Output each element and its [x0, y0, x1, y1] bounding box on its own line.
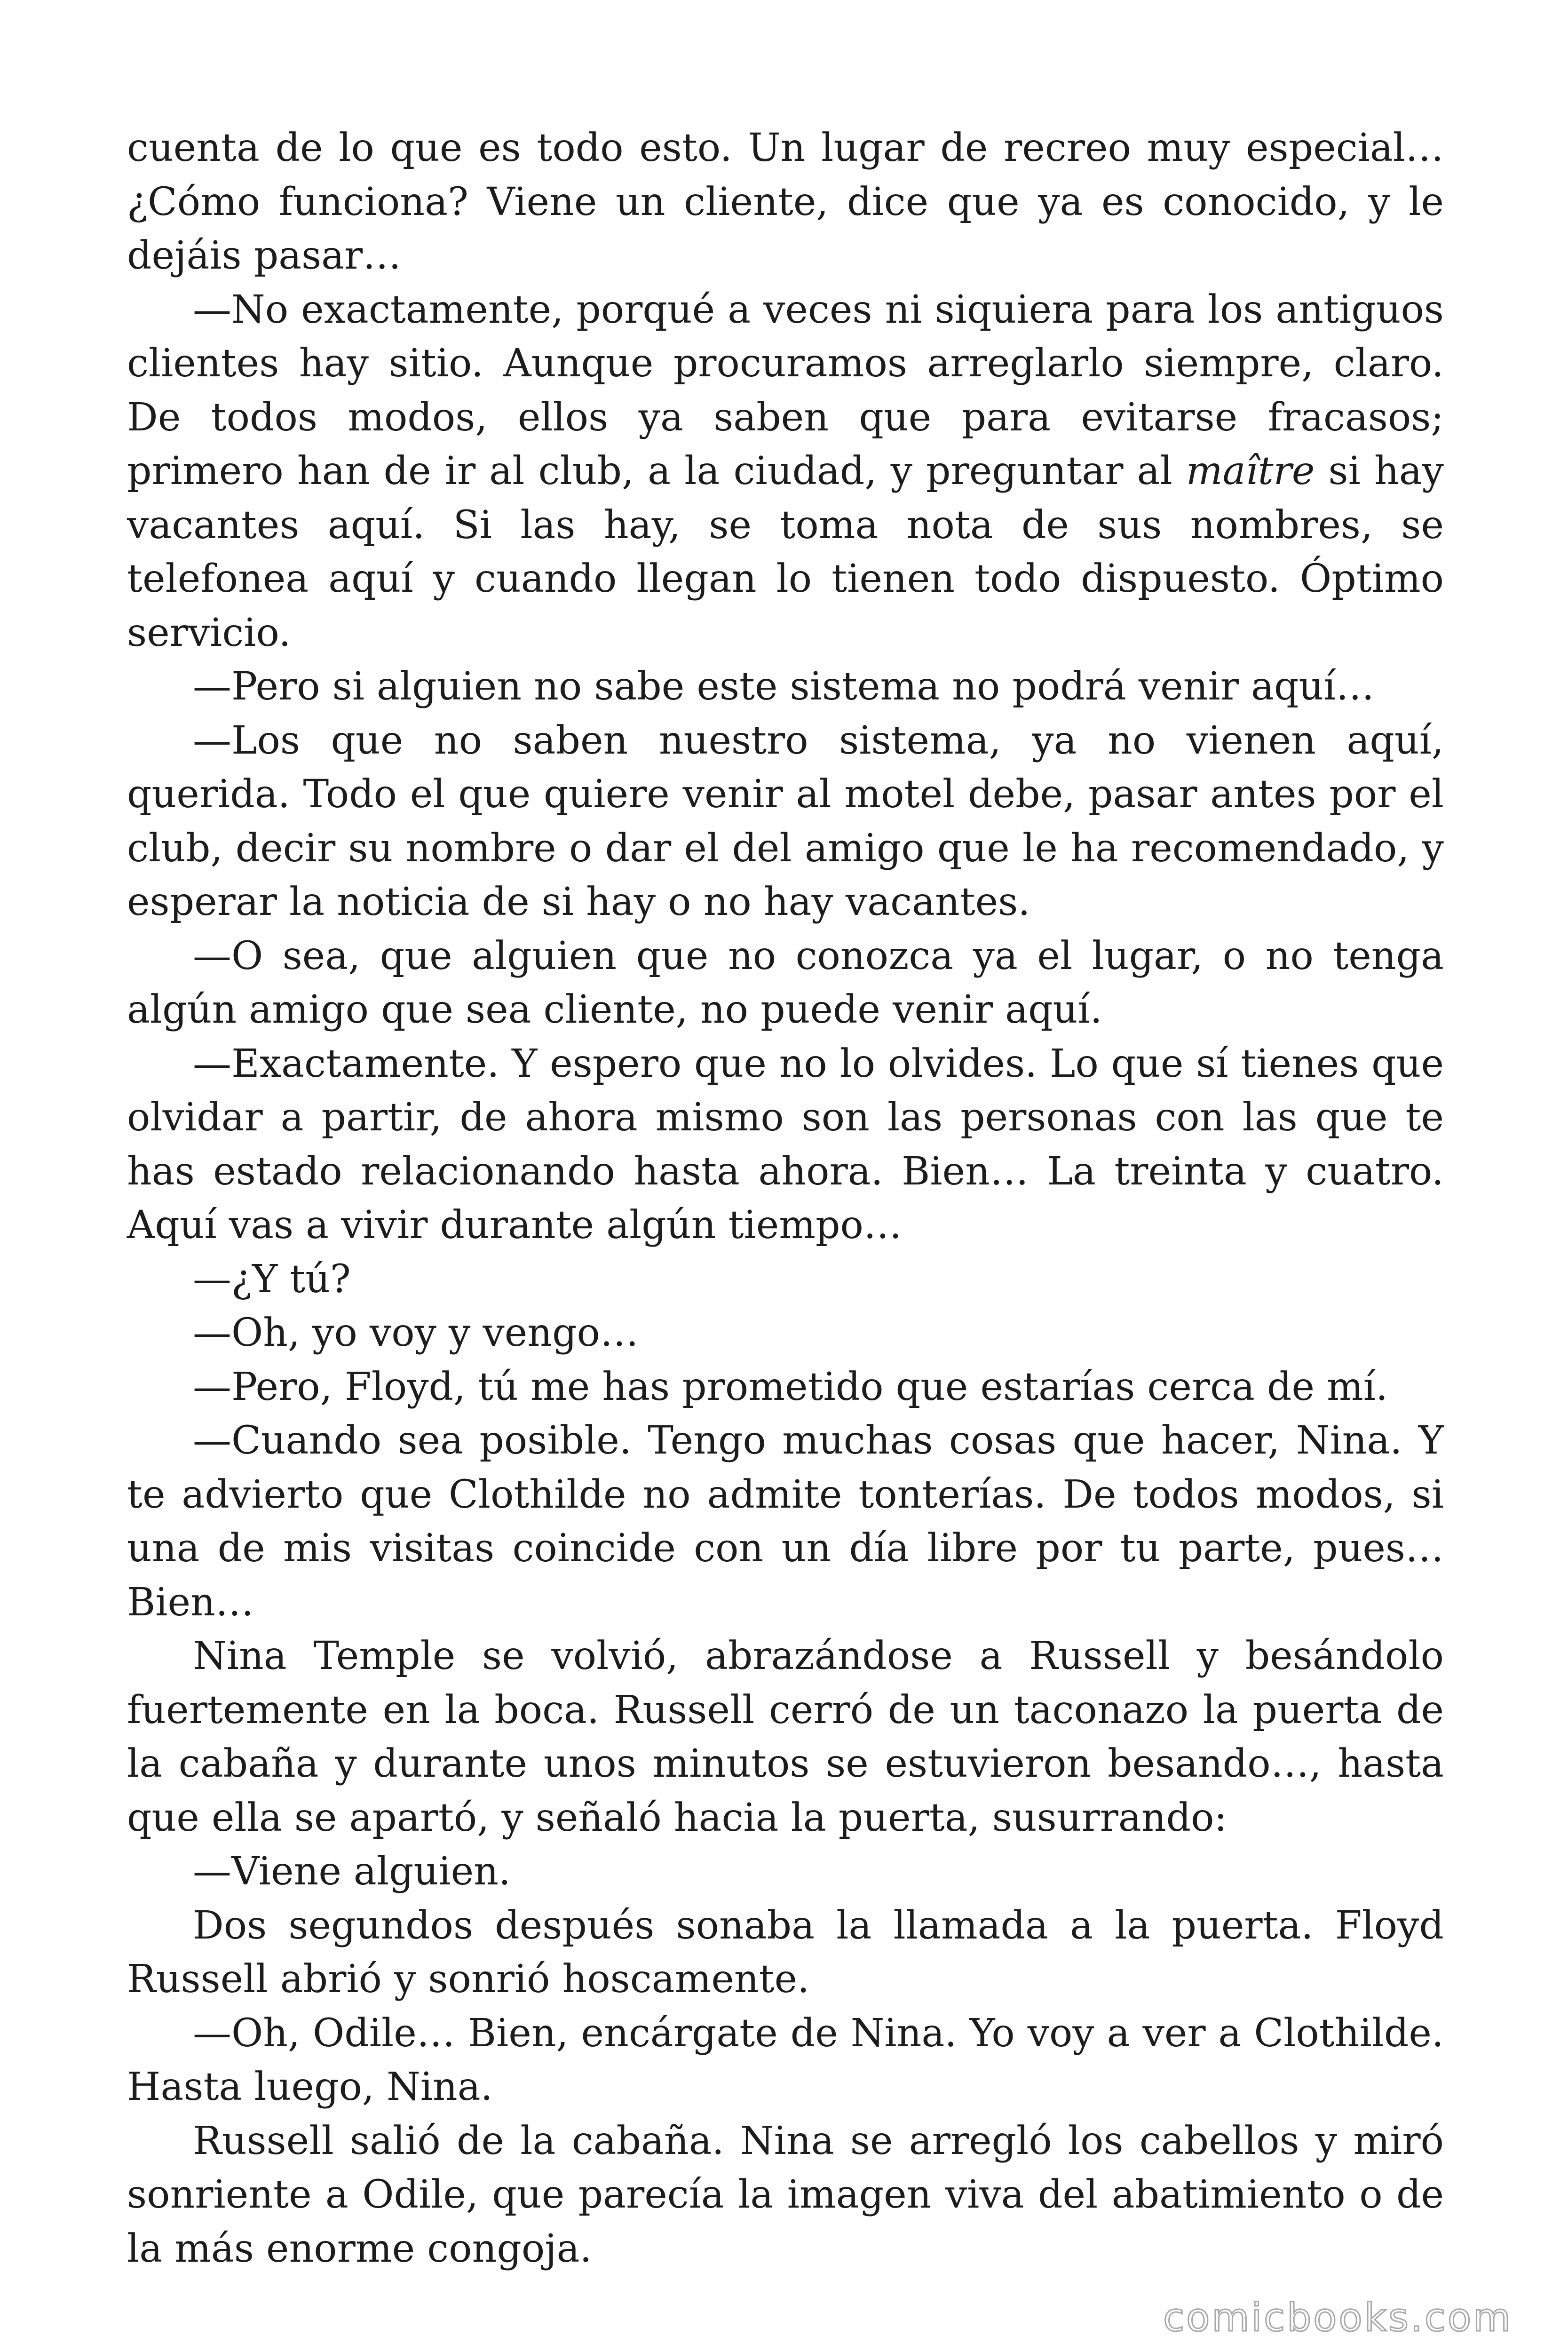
paragraph-text: si hay vacantes aquí. Si las hay, se toma nota de sus nombres, se telefonea aquí y cuando llegan lo tienen todo dispuesto. Óptimo servicio.	[127, 449, 1444, 655]
paragraph: —Cuando sea posible. Tengo muchas cosas que hacer, Nina. Y te advierto que Clothilde no admite tonterías. De todos modos, si una de mis visitas coincide con un día libre por tu parte, pues… Bien…	[127, 1418, 1444, 1625]
paragraph: —Oh, Odile… Bien, encárgate de Nina. Yo voy a ver a Clothilde. Hasta luego, Nina.	[127, 2010, 1444, 2109]
paragraph: —Pero si alguien no sabe este sistema no podrá venir aquí…	[193, 664, 1375, 709]
page-body	[127, 121, 1444, 2276]
paragraph: —¿Y tú?	[193, 1256, 351, 1302]
watermark: comicbooks.com	[1163, 2296, 1513, 2340]
paragraph: Russell salió de la cabaña. Nina se arregló los cabellos y miró sonriente a Odile, que parecía la imagen viva del abatimiento o de la más enorme congoja.	[127, 2118, 1444, 2271]
paragraph-text: —No exactamente, porqué a veces ni siquiera para los antiguos clientes hay sitio. Aunque procuramos arreglarlo siempre, claro. De todos modos, ellos ya saben que para evitarse fracasos; primero han de ir al club, a la ciudad, y preguntar al	[127, 287, 1444, 493]
paragraph: Dos segundos después sonaba la llamada a la puerta. Floyd Russell abrió y sonrió hoscamente.	[127, 1903, 1444, 2002]
paragraph: —Exactamente. Y espero que no lo olvides. Lo que sí tienes que olvidar a partir, de ahora mismo son las personas con las que te has estado relacionando hasta ahora. Bien… La treinta y cuatro. Aquí vas a vivir durante algún tiempo…	[127, 1041, 1444, 1248]
paragraph: —O sea, que alguien que no conozca ya el lugar, o no tenga algún amigo que sea cliente, no puede venir aquí.	[127, 933, 1444, 1032]
paragraph	[127, 283, 1444, 660]
paragraph: —Pero, Floyd, tú me has prometido que estarías cerca de mí.	[193, 1364, 1388, 1409]
paragraph: cuenta de lo que es todo esto. Un lugar de recreo muy especial… ¿Cómo funciona? Viene un cliente, dice que ya es conocido, y le dejáis pasar…	[127, 126, 1444, 278]
italic-word: maître	[1186, 449, 1315, 493]
paragraph: —Viene alguien.	[193, 1849, 511, 1894]
paragraph: Nina Temple se volvió, abrazándose a Russell y besándolo fuertemente en la boca. Russell cerró de un taconazo la puerta de la cabaña y durante unos minutos se estuvieron besando…, hasta que ella se apartó, y señaló hacia la puerta, susurrando:	[127, 1634, 1444, 1840]
paragraph: —Oh, yo voy y vengo…	[193, 1311, 639, 1355]
paragraph: —Los que no saben nuestro sistema, ya no vienen aquí, querida. Todo el que quiere venir al motel debe, pasar antes por el club, decir su nombre o dar el del amigo que le ha recomendado, y esperar la noticia de si hay o no hay vacantes.	[127, 718, 1444, 924]
